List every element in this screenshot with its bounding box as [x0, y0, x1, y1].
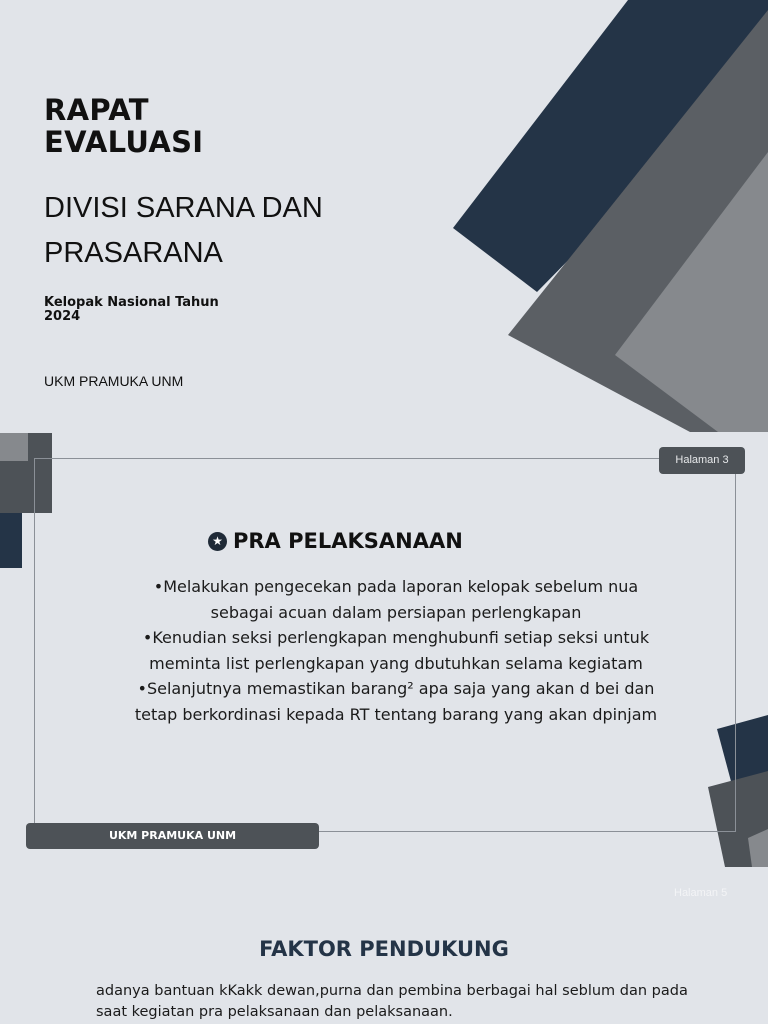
event-name-line-1: Kelopak Nasional Tahun — [44, 295, 219, 310]
page-number-tag: Halaman 3 — [659, 447, 745, 474]
body-line: •Melakukan pengecekan pada laporan kelopak sebelum nua — [153, 577, 639, 596]
section-body — [110, 574, 682, 727]
pra-pelaksanaan-slide — [0, 433, 768, 867]
event-name-line-2: 2024 — [44, 309, 81, 324]
section-body — [96, 981, 716, 1023]
title-line-2: EVALUASI — [44, 125, 204, 159]
body-line: saat kegiatan pra pelaksanaan dan pelaksanaan. — [96, 1004, 453, 1020]
body-line: tetap berkordinasi kepada RT tentang barang yang akan dpinjam — [134, 704, 658, 724]
body-line: adanya bantuan kKakk dewan,purna dan pembina berbagai hal seblum dan pada — [96, 983, 688, 999]
section-heading: FAKTOR PENDUKUNG — [259, 937, 509, 961]
body-line: •Kenudian seksi perlengkapan menghubunfi setiap seksi untuk — [142, 628, 650, 647]
body-line: •Selanjutnya memastikan barang² apa saja yang akan d bei dan — [137, 679, 655, 698]
body-line: meminta list perlengkapan yang dbutuhkan selama kegiatam — [149, 653, 643, 673]
star-icon: ★ — [208, 532, 227, 551]
slide-title — [44, 94, 203, 158]
event-name — [44, 296, 244, 324]
page-number-tag: Halaman 5 — [674, 887, 728, 899]
slide-subtitle: DIVISI SARANA DAN PRASARANA — [44, 192, 323, 269]
body-line: sebagai acuan dalam persiapan perlengkapan — [210, 602, 582, 622]
footer-organization-bar: UKM PRAMUKA UNM — [26, 823, 319, 849]
light-gray-corner-block — [0, 433, 28, 461]
title-slide — [0, 0, 768, 432]
faktor-pendukung-slide — [0, 867, 768, 1024]
organization-name: UKM PRAMUKA UNM — [44, 373, 184, 389]
section-heading-text: PRA PELAKSANAAN — [233, 529, 463, 553]
title-line-1: RAPAT — [44, 93, 149, 127]
section-heading — [208, 529, 463, 553]
